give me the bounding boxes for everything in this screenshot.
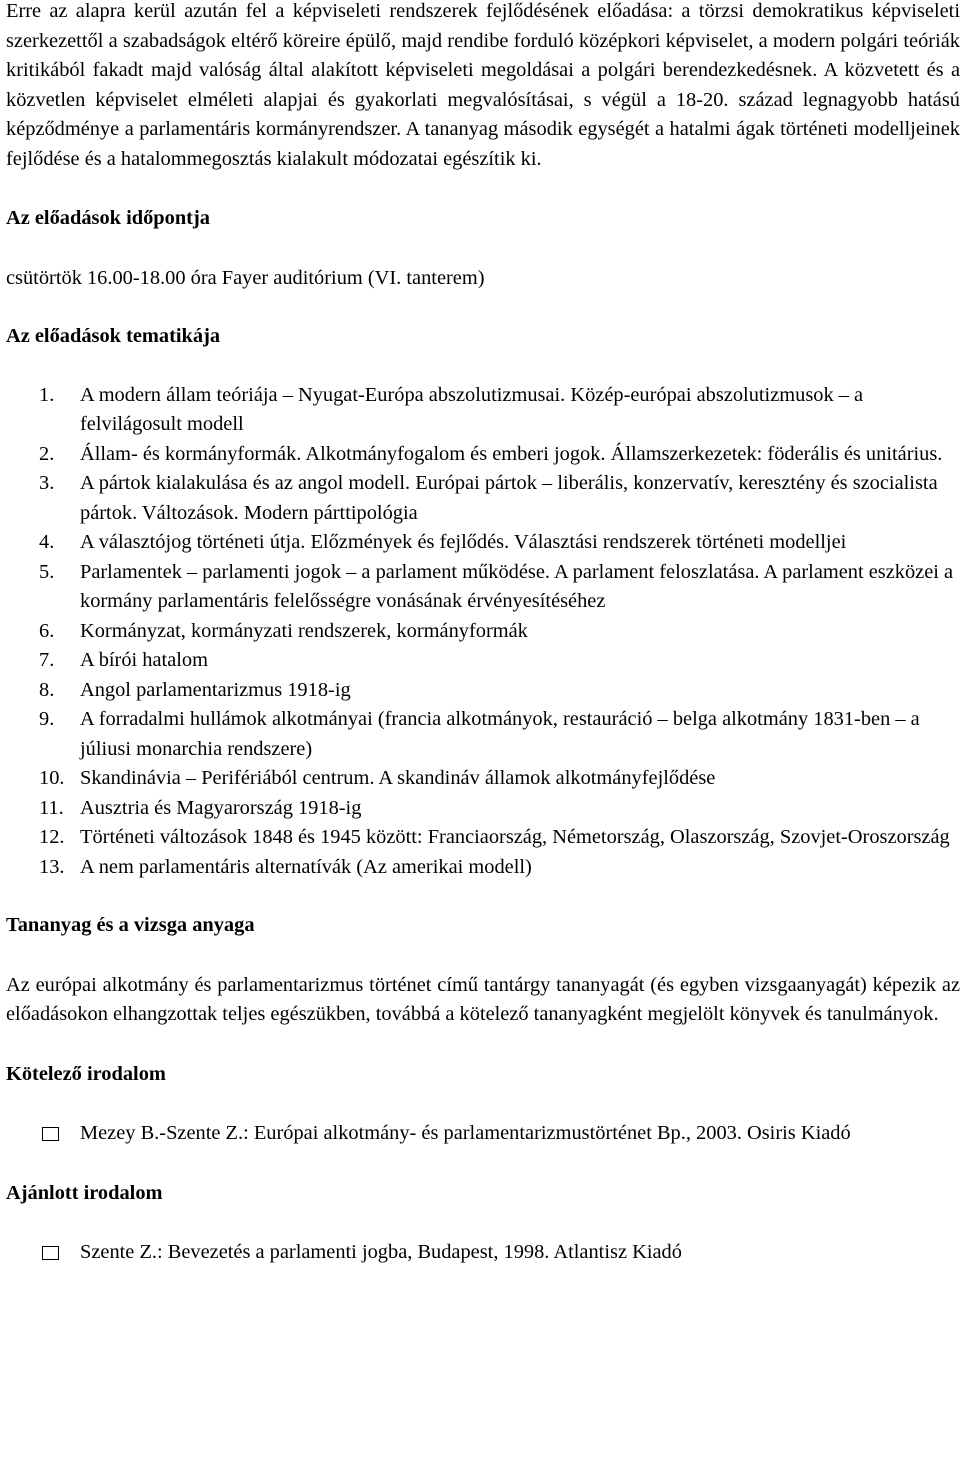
topic-number: 6. — [39, 619, 55, 642]
topic-number: 4. — [39, 531, 55, 553]
topic-text: A bírói hatalom — [80, 649, 208, 671]
required-literature-list — [6, 1119, 960, 1149]
topic-item — [6, 764, 960, 794]
topic-text: Ausztria és Magyarország 1918-ig — [80, 796, 362, 819]
topic-number: 7. — [39, 649, 55, 671]
topic-item — [6, 823, 960, 853]
topic-text: A nem parlamentáris alternatívák (Az amerikai modell) — [80, 855, 532, 878]
topic-item — [6, 646, 960, 676]
topic-text: Állam- és kormányformák. Alkotmányfogalom és emberi jogok. Államszerkezetek: föderális és unitárius. — [80, 442, 943, 465]
topic-text: Történeti változások 1848 és 1945 között: Franciaország, Németország, Olaszország, Szovjet-Oroszország — [80, 826, 950, 848]
topic-item — [6, 469, 960, 528]
required-literature-heading: Kötelező irodalom — [6, 1062, 166, 1085]
recommended-literature-item — [6, 1238, 960, 1268]
recommended-literature-heading: Ajánlott irodalom — [6, 1181, 163, 1204]
literature-reference: Szente Z.: Bevezetés a parlamenti jogba, Budapest, 1998. Atlantisz Kiadó — [80, 1241, 682, 1263]
topic-number: 8. — [39, 678, 55, 701]
topic-text: Skandinávia – Perifériából centrum. A skandináv államok alkotmányfejlődése — [80, 767, 716, 789]
topic-number: 1. — [39, 383, 55, 406]
topic-number: 13. — [39, 855, 65, 878]
topic-number: 2. — [39, 442, 55, 465]
lecture-schedule: csütörtök 16.00-18.00 óra Fayer auditórium (VI. tanterem) — [6, 266, 485, 289]
topic-item — [6, 558, 960, 617]
topic-text: A forradalmi hullámok alkotmányai (francia alkotmányok, restauráció – belga alkotmány 1831-ben – a júliusi monarchia rendszere) — [80, 708, 920, 760]
topic-text: A választójog történeti útja. Előzmények és fejlődés. Választási rendszerek történeti modelljei — [80, 531, 847, 553]
topic-item — [6, 853, 960, 883]
literature-reference: Mezey B.-Szente Z.: Európai alkotmány- és parlamentarizmustörténet Bp., 2003. Osiris Kiadó — [80, 1122, 851, 1144]
topic-item — [6, 528, 960, 558]
intro-paragraph — [6, 0, 960, 174]
topic-item — [6, 676, 960, 706]
topic-text: A pártok kialakulása és az angol modell. Európai pártok – liberális, konzervatív, keresztény és szocialista pártok. Változások. Modern párttipológia — [80, 472, 938, 524]
topic-number: 9. — [39, 708, 55, 730]
topic-item — [6, 617, 960, 647]
topic-item — [6, 381, 960, 440]
topic-text: A modern állam teóriája – Nyugat-Európa abszolutizmusai. Közép-európai abszolutizmusok – a felvilágosult modell — [80, 383, 864, 435]
topic-number: 3. — [39, 472, 55, 494]
course-material-paragraph: Az európai alkotmány és parlamentarizmus történet című tantárgy tananyagát (és egyben vizsgaanyagát) képezik az előadásokon elhangzottak teljes egészükben, továbbá a kötelező tananyagként megjelölt könyvek és tanulmányok. — [6, 973, 960, 1025]
intro-text: Erre az alapra kerül azután fel a képviseleti rendszerek fejlődésének előadása: a törzsi demokratikus képviseleti szerkezettől a szabadságok eltérő köreire épülő, majd rendibe forduló középkori képviselet, a modern polgári teóriák kritikából fakadt majd valóság által alakított képviseleti megoldásai a polgári berendezkedésnek. A közvetett és a közvetlen képviselet elméleti alapjai és gyakorlati megvalósításai, s végül a 18-20. század legnagyobb hatású képződménye a parlamentáris kormányrendszer. A tananyag második egységét a hatalmi ágak történeti modelljeinek fejlődése és a hatalommegosztás kialakult módozatai egészítik ki. — [6, 0, 960, 170]
topic-item — [6, 440, 960, 470]
checkbox-square-icon — [6, 1119, 80, 1149]
lecture-dates-heading: Az előadások időpontja — [6, 207, 210, 229]
topic-number: 11. — [39, 796, 64, 819]
recommended-literature-list — [6, 1238, 960, 1268]
topic-text: Kormányzat, kormányzati rendszerek, kormányformák — [80, 619, 528, 642]
topic-item — [6, 705, 960, 764]
lecture-topics-heading: Az előadások tematikája — [6, 325, 221, 347]
topics-list — [6, 381, 960, 883]
topic-text: Parlamentek – parlamenti jogok – a parlament működése. A parlament feloszlatása. A parlament eszközei a kormány parlamentáris felelősségre vonásának érvényesítéséhez — [80, 560, 954, 612]
course-material-heading: Tananyag és a vizsga anyaga — [6, 914, 255, 936]
topic-text: Angol parlamentarizmus 1918-ig — [80, 678, 351, 701]
topic-item — [6, 794, 960, 824]
topic-number: 10. — [39, 767, 65, 789]
topic-number: 12. — [39, 826, 65, 848]
topic-number: 5. — [39, 560, 55, 583]
checkbox-square-icon — [6, 1238, 80, 1268]
required-literature-item — [6, 1119, 960, 1149]
